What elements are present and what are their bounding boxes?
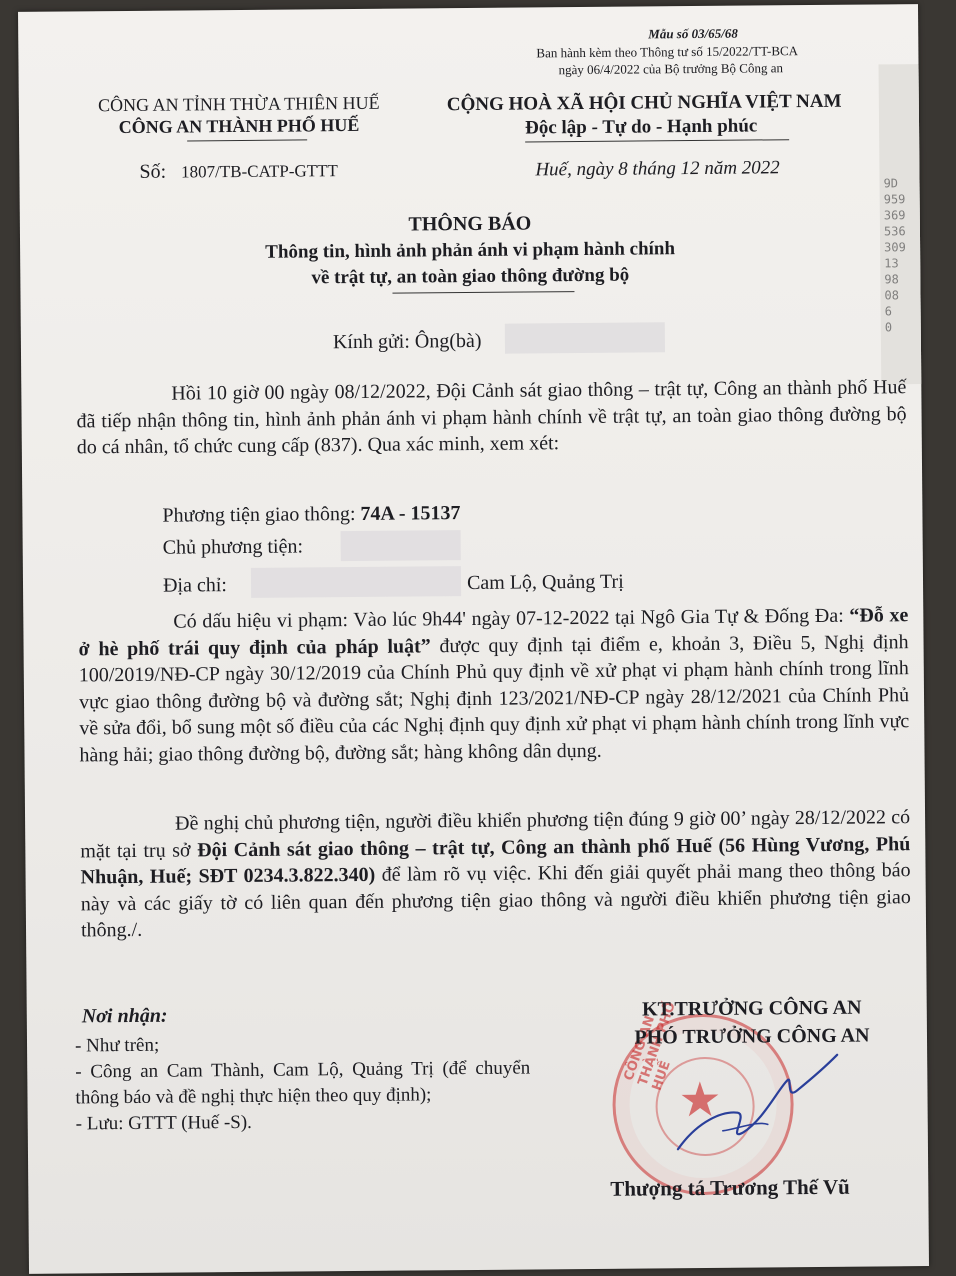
- violation-text-1: Có dấu hiệu vi phạm: Vào lúc 9h44' ngày 07-12-2022 tại Ngô Gia Tự & Đống Đa:: [173, 604, 844, 633]
- stamp-text: CÔNG AN THÀNH PHỐ HUẾ: [621, 1000, 679, 1093]
- edge-mark: 0: [884, 320, 893, 335]
- edge-mark: 13: [884, 256, 899, 271]
- subtitle-underline: [392, 291, 574, 294]
- place-date: Huế, ngày 8 tháng 12 năm 2022: [535, 157, 780, 181]
- signer-name: Thượng tá Trương Thế Vũ: [610, 1174, 850, 1201]
- edge-mark: 309: [884, 240, 906, 255]
- nation-motto: Độc lập - Tự do - Hạnh phúc: [524, 115, 758, 139]
- edge-mark: 959: [883, 192, 906, 207]
- redacted-owner-name: [341, 530, 461, 561]
- signer-title-1: KT.TRƯỞNG CÔNG AN: [641, 996, 862, 1021]
- violation-description: “Đỗ xe ở hè phố trái quy định của pháp luật”: [78, 604, 909, 660]
- signer-title-2: PHÓ TRƯỞNG CÔNG AN: [634, 1024, 870, 1049]
- document-subtitle-2: về trật tự, an toàn giao thông đường bộ: [311, 264, 630, 289]
- document-number-label: Số:: [139, 160, 167, 183]
- nation-name: CỘNG HOÀ XÃ HỘI CHỦ NGHĨA VIỆT NAM: [446, 90, 842, 116]
- edge-mark: 9D: [883, 176, 899, 191]
- vehicle-label: Phương tiện giao thông:: [162, 503, 356, 527]
- request-text-1: Đề nghị chủ phương tiện, người điều khiển phương tiện đúng 9 giờ 00’ ngày 28/12/2022 có mặt tại trụ sở: [80, 806, 911, 862]
- recipients-title: Nơi nhận:: [81, 1004, 168, 1028]
- address-value: Cam Lộ, Quảng Trị: [466, 570, 624, 595]
- request-location: Đội Cảnh sát giao thông – trật tự, Công an thành phố Huế (56 Hùng Vương, Phú Nhuận, Huế; SĐT 0234.3.822.340): [80, 832, 911, 889]
- violation-text-2: được quy định tại điểm e, khoản 3, Điều 5, Nghị định 100/2019/NĐ-CP ngày 30/12/2019 của Chính Phủ quy định về xử phạt vi phạm hành chính trong lĩnh vực giao thông đường bộ và đường sắt; Nghị định 123/2021/NĐ-CP ngày 28/12/2021 của Chính Phủ về sửa đổi, bổ sung một số điều của các Nghị định quy định xử phạt vi phạm hành chính trong lĩnh vực hàng hải; giao thông đường bộ, đường sắt; hàng không dân dụng.: [78, 630, 910, 766]
- document-page: [18, 4, 929, 1274]
- greeting: Kính gửi: Ông(bà): [332, 329, 482, 354]
- recipients-list: [75, 1029, 531, 1137]
- agency-name: CÔNG AN THÀNH PHỐ HUẾ: [118, 114, 360, 138]
- edge-mark: 08: [884, 288, 900, 303]
- signature-icon: [667, 1050, 848, 1162]
- document-title: THÔNG BÁO: [408, 212, 532, 236]
- motto-underline: [525, 139, 789, 142]
- recipient-item: - Lưu: GTTT (Huế -S).: [75, 1111, 252, 1135]
- request-text-2: để làm rõ vụ việc. Khi đến giải quyết phải mang theo thông báo này và các giấy tờ có liên quan đến phương tiện giao thông và người điều khiển phương tiện giao thông./.: [80, 859, 911, 942]
- form-number: Mẫu số 03/65/68: [648, 25, 738, 42]
- star-icon: ★: [678, 1071, 722, 1129]
- document-subtitle-1: Thông tin, hình ảnh phản ánh vi phạm hành chính: [265, 238, 676, 263]
- edge-mark: 536: [883, 224, 906, 239]
- edge-mark: 98: [884, 272, 899, 287]
- redacted-address: [251, 566, 461, 598]
- edge-mark: 369: [883, 208, 906, 223]
- request-paragraph: [80, 804, 911, 944]
- agency-underline: [187, 139, 307, 141]
- recipient-item: - Như trên;: [74, 1034, 160, 1057]
- address-label: Địa chỉ:: [162, 574, 227, 597]
- edge-mark: 6: [884, 304, 892, 319]
- intro-paragraph: Hồi 10 giờ 00 ngày 08/12/2022, Đội Cảnh sát giao thông – trật tự, Công an thành phố Huế đã tiếp nhận thông tin, hình ảnh phản ánh vi phạm hành chính về trật tự, an toàn giao thông đường bộ do cá nhân, tổ chức cung cấp (837). Qua xác minh, xem xét:: [76, 376, 907, 459]
- redacted-recipient-name: [505, 322, 665, 353]
- form-reference-line-2: ngày 06/4/2022 của Bộ trưởng Bộ Công an: [558, 60, 784, 78]
- recipient-item: - Công an Cam Thành, Cam Lộ, Quảng Trị (để chuyển thông báo và đề nghị thực hiện theo quy định);: [75, 1057, 531, 1109]
- violation-paragraph: [78, 602, 909, 768]
- document-number: [139, 159, 338, 184]
- document-number-value: 1807/TB-CATP-GTTT: [181, 161, 338, 182]
- agency-parent: CÔNG AN TỈNH THỪA THIÊN HUẾ: [98, 92, 380, 116]
- owner-label: Chủ phương tiện:: [162, 535, 304, 559]
- vehicle-line: [162, 502, 460, 528]
- vehicle-plate: 74A - 15137: [360, 502, 461, 525]
- form-reference-line-1: Ban hành kèm theo Thông tư số 15/2022/TT-BCA: [536, 43, 799, 61]
